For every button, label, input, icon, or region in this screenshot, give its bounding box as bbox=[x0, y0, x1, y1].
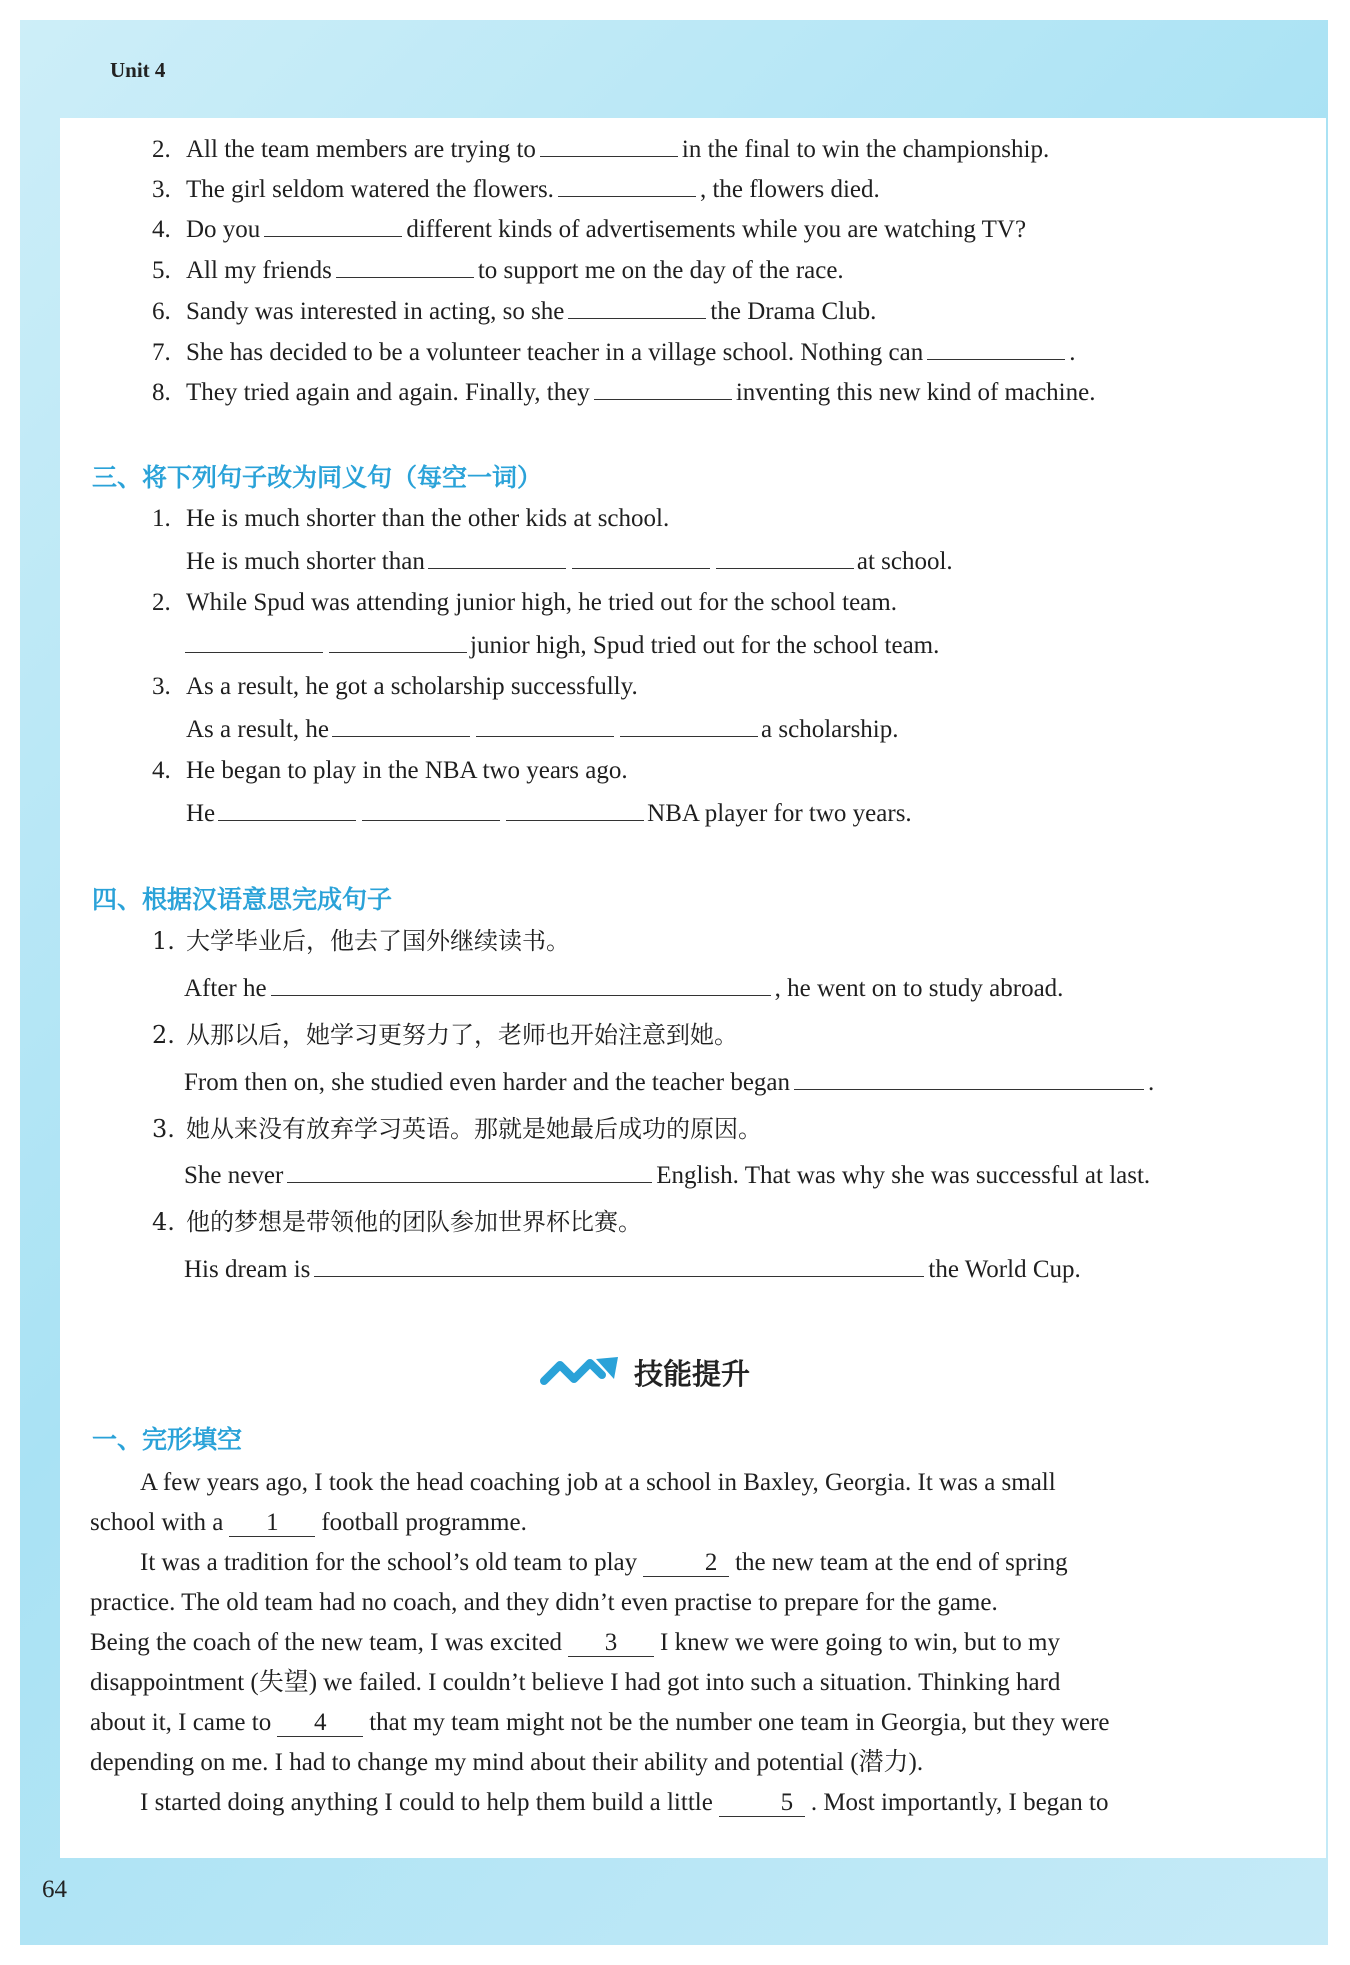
exercise-line: 2. All the team members are trying to in the final to win the championship. bbox=[152, 136, 1050, 163]
section-heading-cloze: 一、完形填空 bbox=[92, 1425, 243, 1454]
exercise-line: 8. They tried again and again. Finally, they inventing this new kind of machine. bbox=[152, 379, 1096, 406]
passage-line: Being the coach of the new team, I was excited 3 I knew we were going to win, but to my bbox=[90, 1629, 1060, 1656]
passage-line: school with a 1 football programme. bbox=[90, 1509, 527, 1536]
passage-line: about it, I came to 4 that my team might not be the number one team in Georgia, but they were bbox=[90, 1709, 1110, 1736]
passage-line: depending on me. I had to change my mind about their ability and potential (潜力). bbox=[90, 1749, 924, 1776]
answer-blank[interactable] bbox=[314, 1254, 924, 1277]
exercise-line: 4. He began to play in the NBA two years ago. bbox=[152, 757, 628, 784]
answer-blank[interactable] bbox=[540, 134, 678, 157]
completion-line: His dream is the World Cup. bbox=[184, 1256, 1081, 1283]
answer-blank[interactable] bbox=[716, 546, 854, 569]
answer-blank[interactable] bbox=[218, 798, 356, 821]
passage-line: A few years ago, I took the head coaching job at a school in Baxley, Georgia. It was a small bbox=[140, 1469, 1056, 1496]
answer-blank[interactable] bbox=[428, 546, 566, 569]
exercise-line: 1. He is much shorter than the other kids at school. bbox=[152, 505, 670, 532]
unit-label: Unit 4 bbox=[110, 58, 166, 82]
answer-blank[interactable] bbox=[794, 1067, 1144, 1090]
answer-blank[interactable] bbox=[185, 630, 323, 653]
cloze-blank[interactable]: 2 bbox=[643, 1550, 729, 1577]
cloze-blank[interactable]: 5 bbox=[719, 1790, 805, 1817]
passage-line: disappointment (失望) we failed. I couldn’t believe I had got into such a situation. Thinking hard bbox=[90, 1669, 1061, 1696]
passage-line: practice. The old team had no coach, and they didn’t even practise to prepare for the game. bbox=[90, 1589, 998, 1616]
answer-blank[interactable] bbox=[287, 1160, 652, 1183]
exercise-line: 6. Sandy was interested in acting, so she the Drama Club. bbox=[152, 298, 877, 325]
exercise-line: 5. All my friends to support me on the day of the race. bbox=[152, 257, 844, 284]
rewrite-line: He NBA player for two years. bbox=[186, 800, 912, 827]
rewrite-line: junior high, Spud tried out for the school team. bbox=[182, 630, 939, 661]
section-heading-4: 四、根据汉语意思完成句子 bbox=[92, 885, 393, 914]
exercise-line: 2. While Spud was attending junior high, he tried out for the school team. bbox=[152, 589, 897, 616]
section-heading-3: 三、将下列句子改为同义句（每空一词） bbox=[92, 463, 543, 492]
exercise-line: 3. The girl seldom watered the flowers. , the flowers died. bbox=[152, 176, 880, 203]
answer-blank[interactable] bbox=[271, 973, 771, 996]
answer-blank[interactable] bbox=[927, 337, 1065, 360]
answer-blank[interactable] bbox=[620, 714, 758, 737]
skills-title: 技能提升 bbox=[634, 1357, 751, 1391]
answer-blank[interactable] bbox=[264, 214, 402, 237]
exercise-line: 3. As a result, he got a scholarship successfully. bbox=[152, 673, 638, 700]
exercise-line: 7. She has decided to be a volunteer teacher in a village school. Nothing can . bbox=[152, 339, 1076, 366]
cloze-blank[interactable]: 3 bbox=[568, 1630, 654, 1657]
rewrite-line: As a result, he a scholarship. bbox=[186, 716, 899, 743]
answer-blank[interactable] bbox=[594, 377, 732, 400]
cloze-blank[interactable]: 1 bbox=[229, 1510, 315, 1537]
completion-line: She never English. That was why she was successful at last. bbox=[184, 1162, 1151, 1189]
exercise-line: 4. 他的梦想是带领他的团队参加世界杯比赛。 bbox=[152, 1208, 642, 1236]
page-number: 64 bbox=[42, 1876, 67, 1903]
answer-blank[interactable] bbox=[572, 546, 710, 569]
passage-line: I started doing anything I could to help them build a little 5 . Most importantly, I began to bbox=[140, 1789, 1109, 1816]
answer-blank[interactable] bbox=[329, 630, 467, 653]
passage-line: It was a tradition for the school’s old team to play 2 the new team at the end of spring bbox=[140, 1549, 1068, 1576]
rewrite-line: He is much shorter than at school. bbox=[186, 548, 953, 575]
exercise-line: 1. 大学毕业后，他去了国外继续读书。 bbox=[152, 927, 570, 955]
completion-line: From then on, she studied even harder and the teacher began . bbox=[184, 1069, 1155, 1096]
cloze-passage bbox=[90, 1463, 1220, 1823]
answer-blank[interactable] bbox=[506, 798, 644, 821]
exercise-line: 3. 她从来没有放弃学习英语。那就是她最后成功的原因。 bbox=[152, 1115, 762, 1143]
exercise-line: 2. 从那以后，她学习更努力了，老师也开始注意到她。 bbox=[152, 1021, 738, 1049]
completion-line: After he , he went on to study abroad. bbox=[184, 975, 1064, 1002]
answer-blank[interactable] bbox=[476, 714, 614, 737]
answer-blank[interactable] bbox=[332, 714, 470, 737]
answer-blank[interactable] bbox=[568, 296, 706, 319]
answer-blank[interactable] bbox=[558, 174, 696, 197]
answer-blank[interactable] bbox=[336, 255, 474, 278]
skills-banner bbox=[540, 1352, 750, 1393]
exercise-line: 4. Do you different kinds of advertisements while you are watching TV? bbox=[152, 216, 1027, 243]
answer-blank[interactable] bbox=[362, 798, 500, 821]
zigzag-arrow-icon bbox=[540, 1353, 620, 1393]
cloze-blank[interactable]: 4 bbox=[277, 1710, 363, 1737]
